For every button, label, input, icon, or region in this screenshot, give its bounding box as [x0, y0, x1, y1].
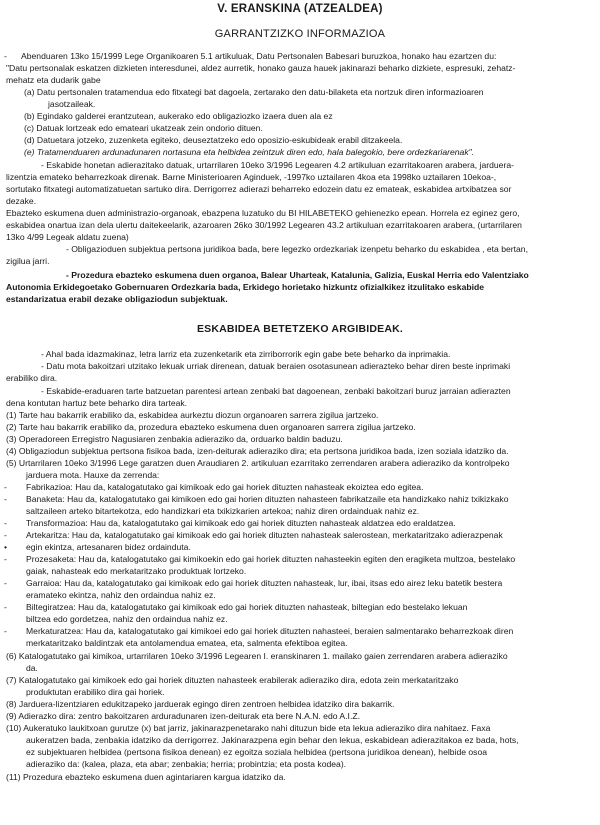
intro-line: lizentzia emateko beharrezkoak direnak. Barne Ministerioaren Aginduek, -1997ko uztailaren 4koa eta 1998ko uztailaren 10ekoa-,: [6, 172, 497, 182]
note-item: (5) Urtarrilaren 10eko 3/1996 Lege garatzen duen Araudiaren 2. artikuluan ezarritako zerrendaren arabera adieraziko da kontrolpeko: [6, 458, 510, 468]
note-item: (2) Tarte hau bakarrik erabiliko da, prozedura ebazteko eskumena duen organoaren sarrera zigilua jartzeko.: [6, 422, 416, 432]
activity-line: Artekaritza: Hau da, katalogatutako gai kimikoak edo gai horiek dituzten nahasteak salerostean, merkataritzako adierazpenak: [26, 530, 503, 540]
bullet-dash: •: [4, 542, 8, 552]
intro-line: 13ko 4/99 Legeak aldatu zuena): [6, 232, 129, 242]
note-item: (10) Aukeratuko laukitxoan gurutze (x) bat jarriz, jakinarazpenetarako nahi dituzun bide eta lekua adieraziko dira nahitaez. Faxa: [6, 723, 491, 733]
activity-line: Biltegiratzea: Hau da, katalogatutako gai kimikoak edo gai horiek dituzten nahasteak, biltegian edo bestelako lekuan: [26, 602, 468, 612]
intro-line: "Datu pertsonalak eskatzen dizkieten interesdunei, aldez aurretik, honako gauza hauek jakinarazi beharko dizkiete, espresuki, zehatz-: [6, 63, 516, 73]
activity-line: egin ekintza, artesanaren bidez ordainduta.: [26, 542, 191, 552]
bullet-dash: -: [4, 482, 7, 492]
section-subtitle: GARRANTZIZKO INFORMAZIOA: [214, 28, 386, 40]
intro-line: - Eskabide honetan adierazitako datuak, urtarrilaren 10eko 3/1996 Legearen 4.2 artikuluan ezarritakoaren arabera, jarduera-: [41, 160, 514, 170]
note-item: (1) Tarte hau bakarrik erabiliko da, eskabidea aurkeztu diozun organoaren sarrera zigilua jartzeko.: [6, 410, 379, 420]
intro-line: estandarizatua erabil dezake obligaziodun subjektuak.: [6, 294, 228, 304]
note-item: (4) Obligaziodun subjektua pertsona fisikoa bada, izen-deiturak adieraziko dira; eta pertsona juridikoa bada, izen soziala idatziko da.: [6, 446, 509, 456]
intro-line: zigilua jarri.: [6, 256, 50, 266]
activity-line: Fabrikazioa: Hau da, katalogatutako gai kimikoak edo gai horiek dituzten nahasteak ekoiztea edo egitea.: [26, 482, 424, 492]
activity-line: Merkaturatzea: Hau da, katalogatutako gai kimikoei edo gai horiek dituzten nahasteei, beraien salmentarako beharrezkoak diren: [26, 626, 514, 636]
activity-line: Banaketa: Hau da, katalogatutako gai kimikoen edo gai horien dituzten nahasteen fabrikatzaile eta handizkako nahiz txikizkako: [26, 494, 509, 504]
instruction-line: - Datu mota bakoitzari utzitako lekuak urriak direnean, datuak beraien osotasunean adierazteko behar diren beste inprimaki: [41, 361, 511, 371]
instruction-line: dena kontutan hartuz bete beharko dira tarteak.: [6, 398, 188, 408]
instruction-line: - Ahal bada idazmakinaz, letra larriz eta zuzenketarik eta zirriborrorik egin gabe bete beharko da inprimakia.: [41, 349, 451, 359]
bullet-dash: -: [4, 494, 7, 504]
intro-line: (e) Tratamenduaren ardunadunaren nortasuna eta helbidea zeintzuk diren edo, hala balegokio, bere ordezkariarenak".: [24, 147, 475, 157]
bullet-dash: -: [4, 530, 7, 540]
intro-line: (c) Datuak lortzeak edo emateari ukatzeak zein ondorio dituen.: [24, 123, 263, 133]
intro-dash: -: [4, 51, 7, 61]
activity-line: eramateko ekintza, nahiz den ordaindua nahiz ez.: [26, 590, 216, 600]
activity-line: saltzaileen arteko bitartekotza, edo handizkari eta txikizkarien artekoa; nahiz diren ordainduak nahiz ez.: [26, 506, 420, 516]
note-item: da.: [26, 663, 38, 673]
intro-line: Autonomia Erkidegoetako Gobernuaren Ordezkaria bada, Erkidego horietako hizkuntz ofizialkikez itzulitako eskabide: [6, 282, 485, 292]
intro-line: dezake.: [6, 196, 37, 206]
activity-line: Transformazioa: Hau da, katalogatutako gai kimikoak edo gai horiek dituzten nahasteak aldatzea edo eraldatzea.: [26, 518, 456, 528]
intro-line: sortutako fitxategi automatizatuetan sartuko dira. Derrigorrez adierazi beharreko edozein datu ez emateak, eskabidea artxibatzea sor: [6, 184, 512, 194]
instruction-line: erabiliko dira.: [6, 373, 58, 383]
activity-line: biltzea edo gordetzea, nahiz den ordaindua nahiz ez.: [26, 614, 228, 624]
bullet-dash: -: [4, 554, 7, 564]
bullet-dash: -: [4, 626, 7, 636]
note-item: jarduera mota. Hauxe da zerrenda:: [26, 470, 160, 480]
intro-line: (d) Datuetara jotzeko, zuzenketa egiteko, deuseztatzeko edo oposizio-eskubideak erabil ditzakeela.: [24, 135, 403, 145]
activity-line: gaiak, nahasteak edo merkataritzako produktuak lortzeko.: [26, 566, 247, 576]
intro-line: jasotzaileak.: [48, 99, 96, 109]
section2-title: ESKABIDEA BETETZEKO ARGIBIDEAK.: [196, 323, 404, 335]
intro-line: - Prozedura ebazteko eskumena duen organoa, Balear Uharteak, Katalunia, Galizia, Euskal Herria edo Valentziako: [66, 270, 529, 280]
note-item: (3) Operadoreen Erregistro Nagusiaren zenbakia adieraziko da, orduarko baldin baduzu.: [6, 434, 343, 444]
intro-line: (a) Datu pertsonalen tratamendua edo fitxategi bat dagoela, zertarako den datu-bilaketa eta nortzuk diren informazioaren: [24, 87, 484, 97]
activity-line: Garraioa: Hau da, katalogatutako gai kimikoak edo gai horiek dituzten nahasteak, lur, ibai, itsas edo airez leku batetik bestera: [26, 578, 503, 588]
note-item: (7) Katalogatutako gai kimikoek edo gai horiek dituzten nahasteek erabilerak adieraziko dira, edota zein merkataritzako: [6, 675, 459, 685]
intro-line: mehatz eta dudarik gabe: [6, 75, 101, 85]
bullet-dash: -: [4, 578, 7, 588]
intro-line: - Obligazioduen subjektua pertsona juridikoa bada, bere legezko ordezkariak izenpetu beharko du eskabidea , eta bertan,: [66, 244, 528, 254]
intro-line: Ebazteko eskumena duen administrazio-organoak, ebazpena luzatuko du BI HILABETEKO gehienezko epean. Horrela ez eginez gero,: [6, 208, 520, 218]
intro-line: Abenduaren 13ko 15/1999 Lege Organikoaren 5.1 artikuluak, Datu Pertsonalen Babesari buruzkoa, honako hau ezartzen du:: [21, 51, 497, 61]
note-item: ez subjektuaren helbidea (pertsona fisikoa denean) ez egoitza soziala helbidea (pertsona juridikoa denean), helbide osoa: [26, 747, 488, 757]
instruction-line: - Eskabide-eraduaren tarte batzuetan parentesi artean zenbaki bat dagoenean, zenbaki bakoitzari buruz jarraian adierazten: [41, 386, 511, 396]
bullet-dash: -: [4, 518, 7, 528]
section-title: V. ERANSKINA (ATZEALDEA): [217, 3, 383, 15]
activity-line: merkataritzako baldintzak eta antolamendua ematea, eta, salmenta efektiboa egitea.: [26, 638, 348, 648]
note-item: (8) Jarduera-lizentziaren edukitzapeko jarduerak egingo diren zentroen helbidea idatziko dira bakarrik.: [6, 699, 395, 709]
intro-line: (b) Egindako galderei erantzutean, aukerako edo obligaziozko izaera duen ala ez: [24, 111, 333, 121]
note-item: (9) Adierazko dira: zentro bakoitzaren arduradunaren izen-deiturak eta bere N.A.N. edo A.I.Z.: [6, 711, 360, 721]
note-item: (6) Katalogatutako gai kimikoa, urtarrilaren 10eko 3/1996 Legearen I. eranskinaren 1. mailako gaien zerrendaren arabera adieraziko: [6, 651, 508, 661]
bullet-dash: -: [4, 602, 7, 612]
note-item: aukeratzen bada, zenbakia idatziko da derrigorrez. Jakinarazpena egin behar den lekua, eskabidean adierazitakoa ez bada, hots,: [26, 735, 519, 745]
note-item: (11) Prozedura ebazteko eskumena duen agintariaren kargua idatziko da.: [6, 772, 286, 782]
note-item: produktutan erabiliko dira gai horiek.: [26, 687, 165, 697]
intro-line: eskabidea onartua izan dela ulertu daitekeelarik, azaroaren 26ko 30/1992 Legearen 43.2 artikuluan ezarritakoaren arabera, (urtarrilaren: [6, 220, 522, 230]
note-item: adieraziko da: (kalea, plaza, eta abar; zenbakia; herria; probintzia; eta posta kodea).: [26, 759, 347, 769]
activity-line: Prozesaketa: Hau da, katalogatutako gai kimikoekin edo gai horiek dituzten nahasteekin egiten den eragiketa multzoa, bestelako: [26, 554, 516, 564]
